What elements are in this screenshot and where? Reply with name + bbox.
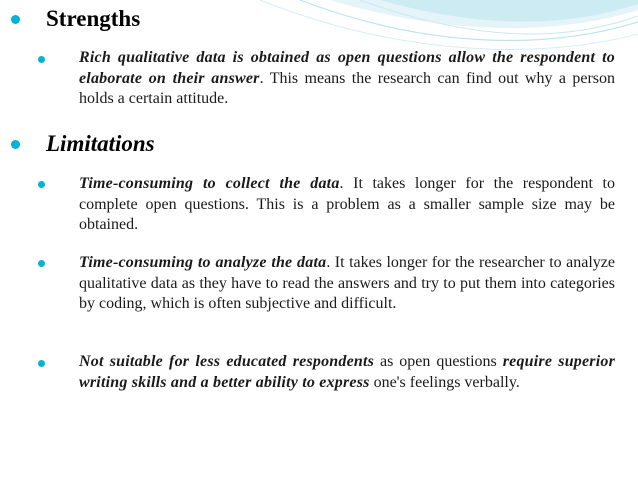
limitations-heading-text: Limitations bbox=[46, 131, 155, 156]
limitation-item-2-text: . It takes longer for the researcher to analyze qualitative data as they have to read the answers and try to put them into categories by coding, which is often subjective and difficult. bbox=[79, 254, 616, 313]
bullet-dot-icon bbox=[38, 260, 45, 267]
limitation-item-3 bbox=[79, 352, 615, 393]
bullet-dot-icon bbox=[38, 360, 45, 367]
strengths-heading: Strengths bbox=[46, 6, 141, 31]
limitation-item-3-text: one's feelings verbally. bbox=[369, 373, 520, 391]
limitation-item-1-emphasis: Time-consuming to collect the data bbox=[79, 175, 340, 192]
limitation-item-3-emphasis: Not suitable for less educated respondents bbox=[79, 353, 375, 370]
limitation-item-1 bbox=[79, 174, 615, 236]
bullet-dot-icon bbox=[38, 181, 45, 188]
limitation-item-2-emphasis: Time-consuming to analyze the data bbox=[79, 254, 327, 271]
bullet-dot-icon bbox=[11, 15, 20, 24]
limitation-item-3-emphasis-2: require superior writing skills and a better ability to express bbox=[79, 353, 616, 391]
strength-item-1 bbox=[79, 48, 615, 110]
limitations-heading bbox=[46, 130, 155, 158]
strength-item-1-text: . This means the research can find out why a person holds a certain attitude. bbox=[79, 69, 615, 108]
limitation-item-3-connector: as open questions bbox=[374, 353, 503, 370]
limitation-item-2 bbox=[79, 253, 615, 315]
bullet-dot-icon bbox=[11, 140, 20, 149]
limitation-item-1-text: . It takes longer for the respondent to complete open questions. This is a problem as a smaller sample size may be obtained. bbox=[79, 175, 615, 234]
strength-item-1-emphasis: Rich qualitative data is obtained as open questions allow the respondent to elaborate on their answer bbox=[79, 49, 615, 87]
bullet-dot-icon bbox=[38, 56, 45, 63]
